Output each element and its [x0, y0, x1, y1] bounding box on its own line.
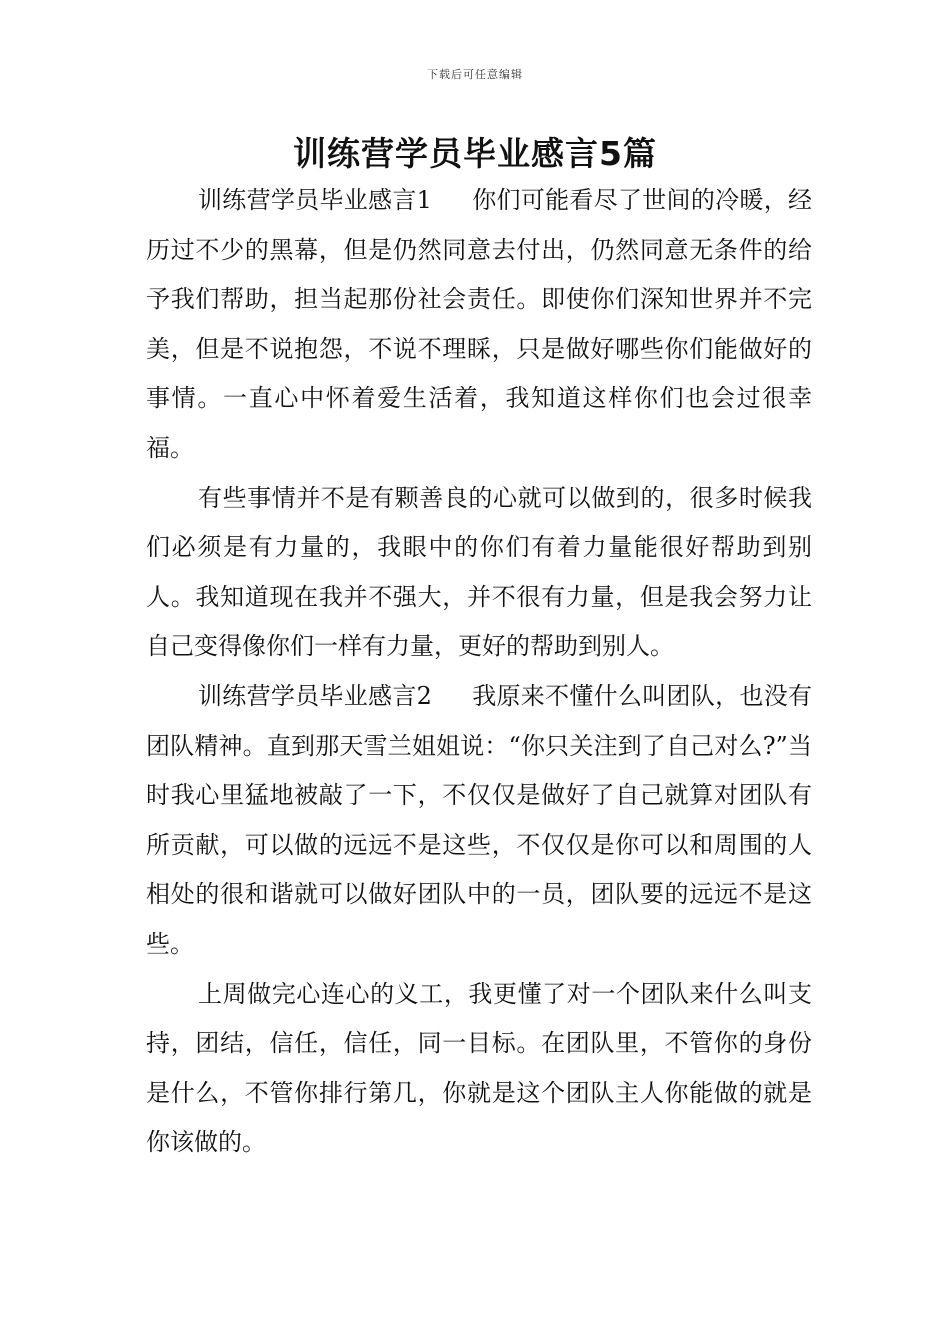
page-header-note: 下载后可任意编辑 [427, 68, 523, 81]
section-1-heading: 训练营学员毕业感言1 [198, 186, 432, 214]
section-2-paragraph-1-text: 我原来不懂什么叫团队，也没有团队精神。直到那天雪兰姐姐说：“你只关注到了自己对么?”当时我心里猛地被敲了一下，不仅仅是做好了自己就算对团队有所贡献，可以做的远远不是这些，不仅仅是你可以和周围的人相处的很和谐就可以做好团队中的一员，团队要的远远不是这些。 [146, 681, 812, 958]
document-body [146, 176, 812, 1168]
document-title: 训练营学员毕业感言5篇 [293, 134, 657, 173]
section-1-paragraph-2: 有些事情并不是有颗善良的心就可以做到的，很多时候我们必须是有力量的，我眼中的你们有着力量能很好帮助到别人。我知道现在我并不强大，并不很有力量，但是我会努力让自己变得像你们一样有力量，更好的帮助到别人。 [146, 483, 812, 661]
section-2-paragraph-2: 上周做完心连心的义工，我更懂了对一个团队来什么叫支持，团结，信任，信任，同一目标。在团队里，不管你的身份是什么，不管你排行第几，你就是这个团队主人你能做的就是你该做的。 [146, 979, 812, 1157]
section-2-heading: 训练营学员毕业感言2 [198, 681, 432, 710]
section-1-paragraph-1 [146, 176, 812, 474]
section-2-paragraph-1 [146, 672, 812, 970]
section-1-paragraph-1-text: 你们可能看尽了世间的冷暖，经历过不少的黑幕，但是仍然同意去付出，仍然同意无条件的给予我们帮助，担当起那份社会责任。即使你们深知世界并不完美，但是不说抱怨，不说不理睬，只是做好哪些你们能做好的事情。一直心中怀着爱生活着，我知道这样你们也会过很幸福。 [146, 186, 812, 462]
